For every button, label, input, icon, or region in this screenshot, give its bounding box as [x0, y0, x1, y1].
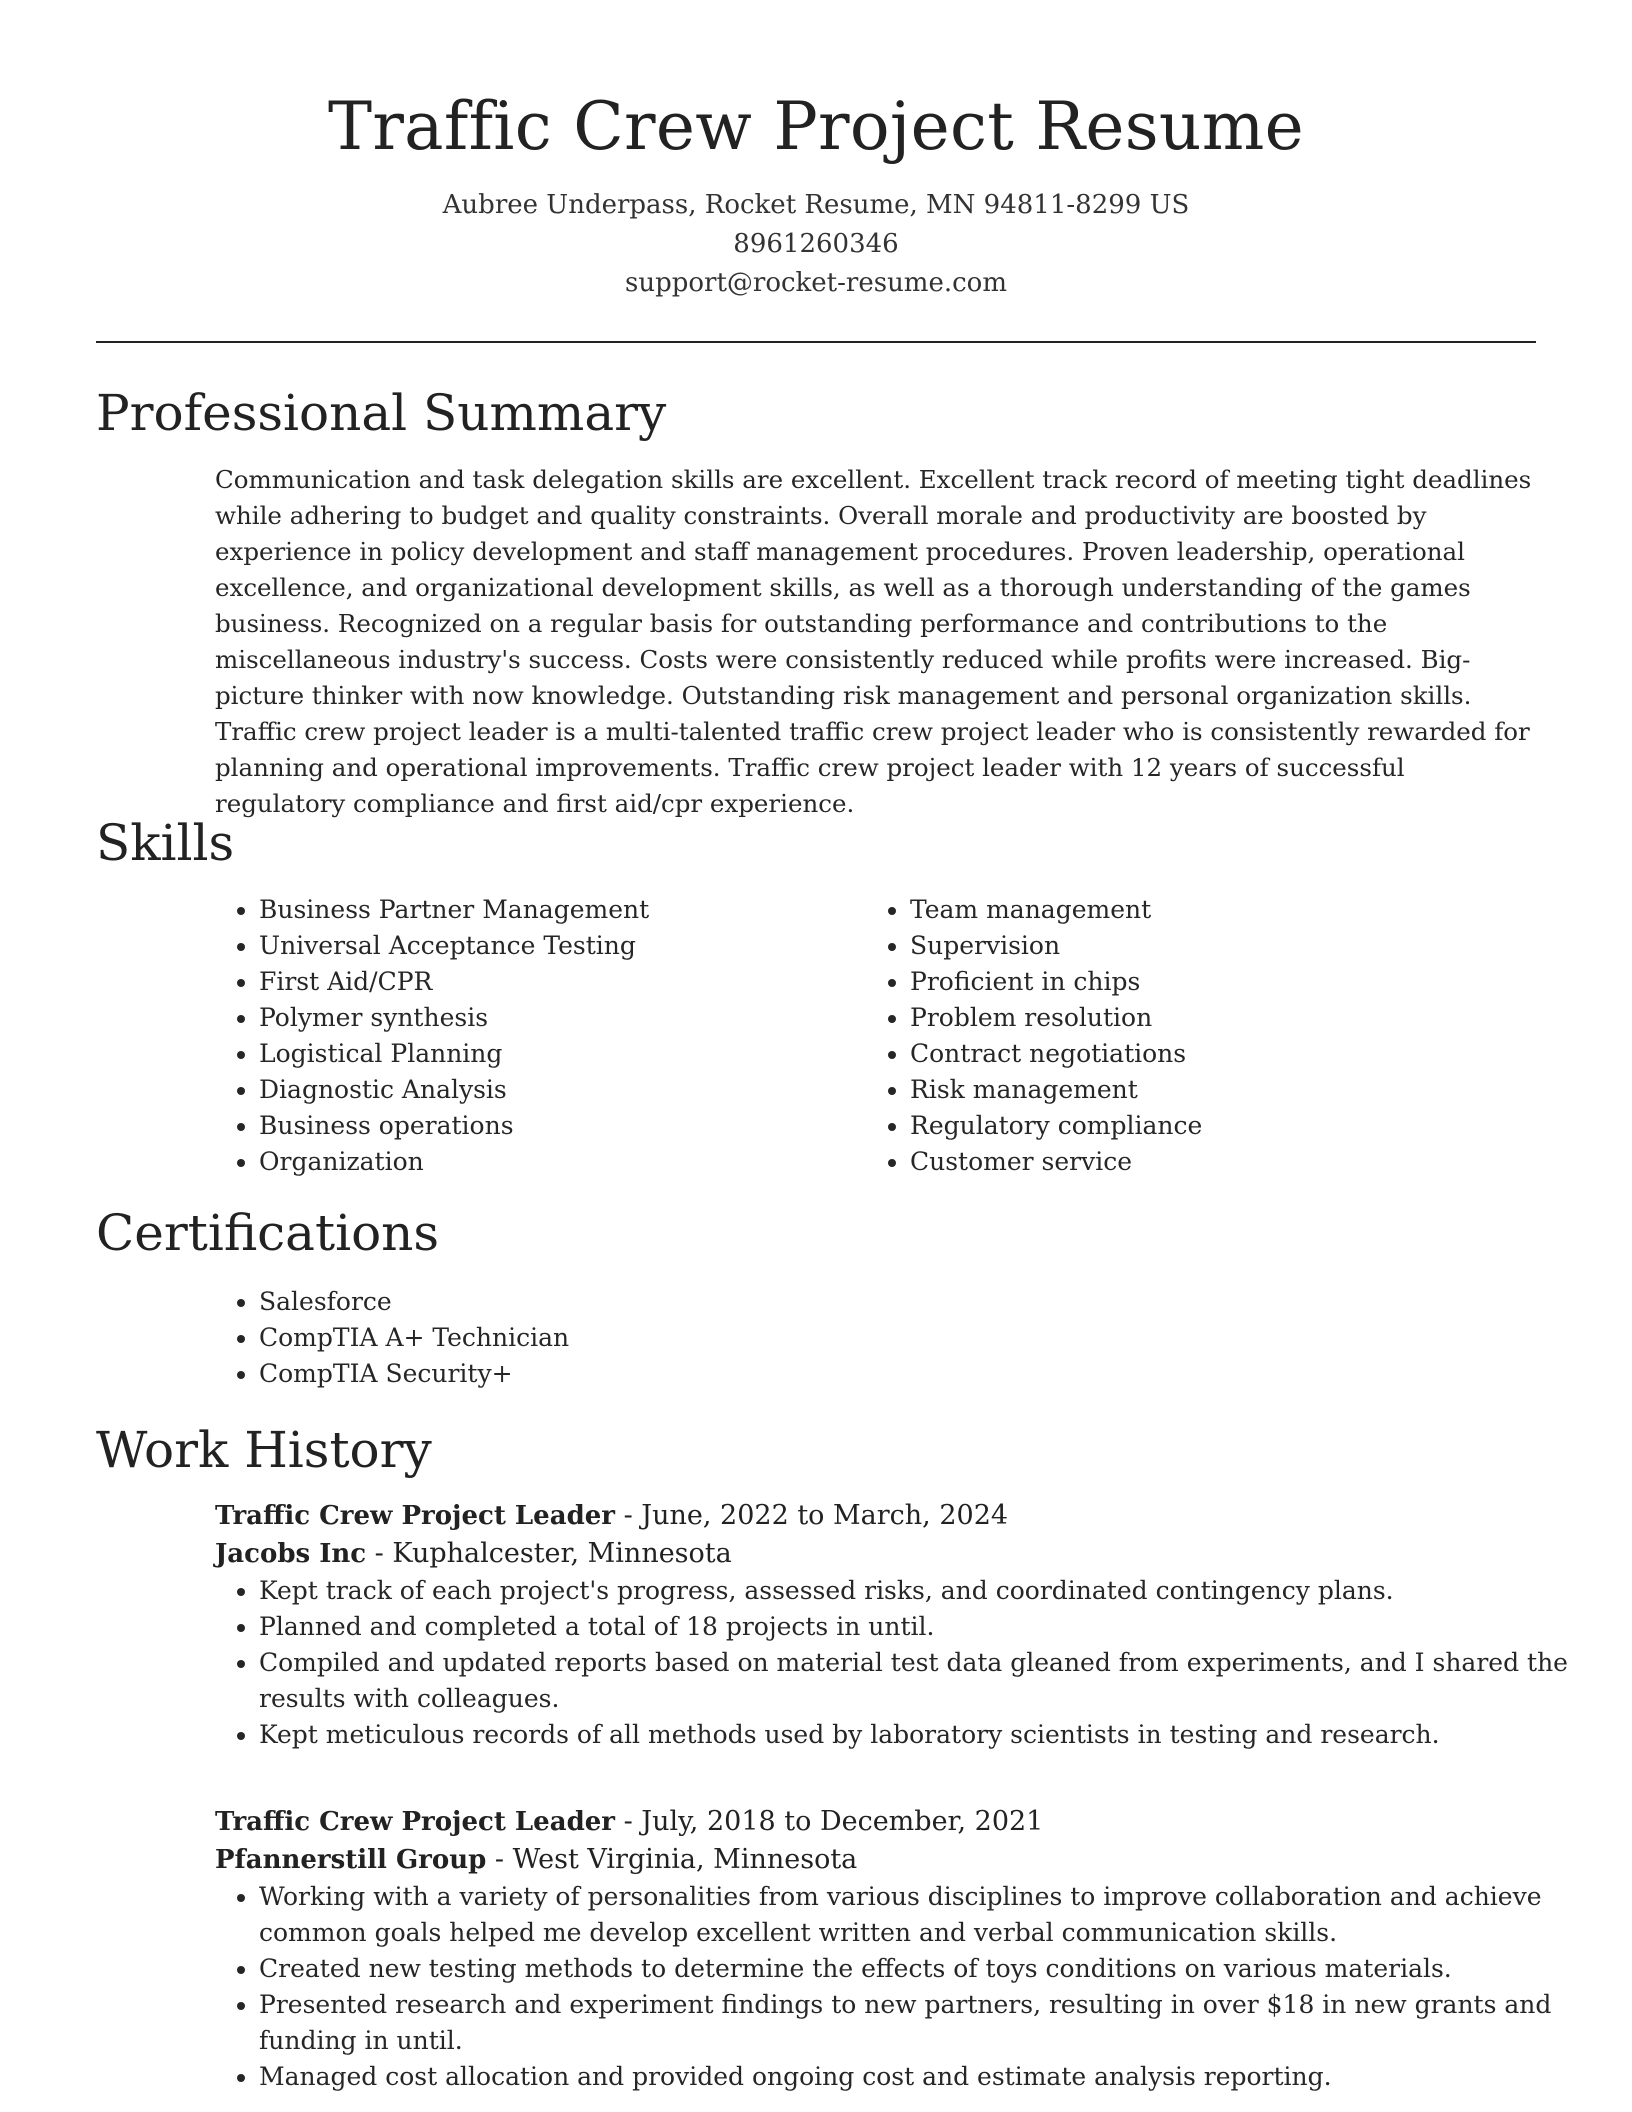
- contact-email: support@rocket-resume.com: [624, 268, 1007, 298]
- job-company-line: [215, 1841, 1540, 1879]
- resume-title: Traffic Crew Project Resume: [328, 88, 1304, 165]
- summary-heading: Professional Summary: [96, 384, 667, 442]
- job-entry: [215, 1497, 1568, 1753]
- header-divider: [96, 341, 1536, 343]
- contact-block: [0, 186, 1632, 303]
- job-company-line: [215, 1535, 1540, 1573]
- work-history-heading: Work History: [96, 1421, 432, 1479]
- contact-phone: 8961260346: [733, 229, 899, 259]
- skill-item: • First Aid/CPR: [259, 964, 835, 1000]
- skill-item: • Supervision: [910, 928, 1486, 964]
- job-title: Traffic Crew Project Leader: [215, 1501, 615, 1531]
- certifications-heading: Certifications: [96, 1204, 440, 1262]
- job-company: Pfannerstill Group: [215, 1845, 487, 1875]
- skill-item: • Problem resolution: [910, 1000, 1486, 1036]
- certifications-block: [215, 1284, 1015, 1392]
- job-bullet: • Created new testing methods to determine the effects of toys conditions on various materials.: [259, 1951, 1584, 1987]
- skills-column-left: [215, 892, 835, 1180]
- skill-item: • Regulatory compliance: [910, 1108, 1486, 1144]
- job-location: - Kuphalcester, Minnesota: [366, 1538, 732, 1569]
- skill-item: • Organization: [259, 1144, 835, 1180]
- skill-item: • Diagnostic Analysis: [259, 1072, 835, 1108]
- job-bullet: • Planned and completed a total of 18 projects in until.: [259, 1609, 1584, 1645]
- job-bullet: • Working with a variety of personalities from various disciplines to improve collaboration and achieve common goals helped me develop excellent written and verbal communication skills.: [259, 1879, 1584, 1951]
- skills-list-right: [866, 892, 1486, 1180]
- certification-item: • Salesforce: [259, 1284, 1015, 1320]
- certification-item: • CompTIA Security+: [259, 1356, 1015, 1392]
- skill-item: • Universal Acceptance Testing: [259, 928, 835, 964]
- job-title: Traffic Crew Project Leader: [215, 1807, 615, 1837]
- job-bullet: • Presented research and experiment findings to new partners, resulting in over $18 in new grants and funding in until.: [259, 1987, 1584, 2059]
- skills-list-left: [215, 892, 835, 1180]
- job-title-line: [215, 1497, 1540, 1535]
- skill-item: • Polymer synthesis: [259, 1000, 835, 1036]
- summary-text: Communication and task delegation skills are excellent. Excellent track record of meeting tight deadlines while adhering to budget and quality constraints. Overall morale and productivity are boosted by experience in policy development and staff management procedures. Proven leadership, operational excellence, and organizational development skills, as well as a thorough understanding of the games business. Recognized on a regular basis for outstanding performance and contributions to the miscellaneous industry's success. Costs were consistently reduced while profits were increased. Big-picture thinker with now knowledge. Outstanding risk management and personal organization skills. Traffic crew project leader is a multi-talented traffic crew project leader who is consistently rewarded for planning and operational improvements. Traffic crew project leader with 12 years of successful regulatory compliance and first aid/cpr experience.: [215, 465, 1532, 818]
- job-bullets: [215, 1879, 1584, 2095]
- job-bullets: [215, 1573, 1584, 1753]
- skills-column-right: [866, 892, 1486, 1180]
- job-bullet: • Compiled and updated reports based on material test data gleaned from experiments, and I shared the results with colleagues.: [259, 1645, 1584, 1717]
- contact-address: Aubree Underpass, Rocket Resume, MN 94811-8299 US: [442, 190, 1190, 220]
- resume-header: [0, 82, 1632, 303]
- skill-item: • Proficient in chips: [910, 964, 1486, 1000]
- skill-item: • Risk management: [910, 1072, 1486, 1108]
- job-bullet: • Kept meticulous records of all methods used by laboratory scientists in testing and research.: [259, 1717, 1584, 1753]
- job-location: - West Virginia, Minnesota: [486, 1844, 858, 1875]
- job-company: Jacobs Inc: [215, 1539, 367, 1569]
- skill-item: • Contract negotiations: [910, 1036, 1486, 1072]
- skill-item: • Logistical Planning: [259, 1036, 835, 1072]
- certifications-list: [215, 1284, 1015, 1392]
- skill-item: • Customer service: [910, 1144, 1486, 1180]
- job-entry: [215, 1803, 1552, 2095]
- job-dates: - July, 2018 to December, 2021: [615, 1806, 1044, 1837]
- job-dates: - June, 2022 to March, 2024: [615, 1500, 1009, 1531]
- skill-item: • Business Partner Management: [259, 892, 835, 928]
- job-bullet: • Kept track of each project's progress, assessed risks, and coordinated contingency plans.: [259, 1573, 1584, 1609]
- skill-item: • Team management: [910, 892, 1486, 928]
- job-title-line: [215, 1803, 1540, 1841]
- certification-item: • CompTIA A+ Technician: [259, 1320, 1015, 1356]
- skill-item: • Business operations: [259, 1108, 835, 1144]
- skills-heading: Skills: [96, 814, 235, 872]
- job-bullet: • Managed cost allocation and provided ongoing cost and estimate analysis reporting.: [259, 2059, 1584, 2095]
